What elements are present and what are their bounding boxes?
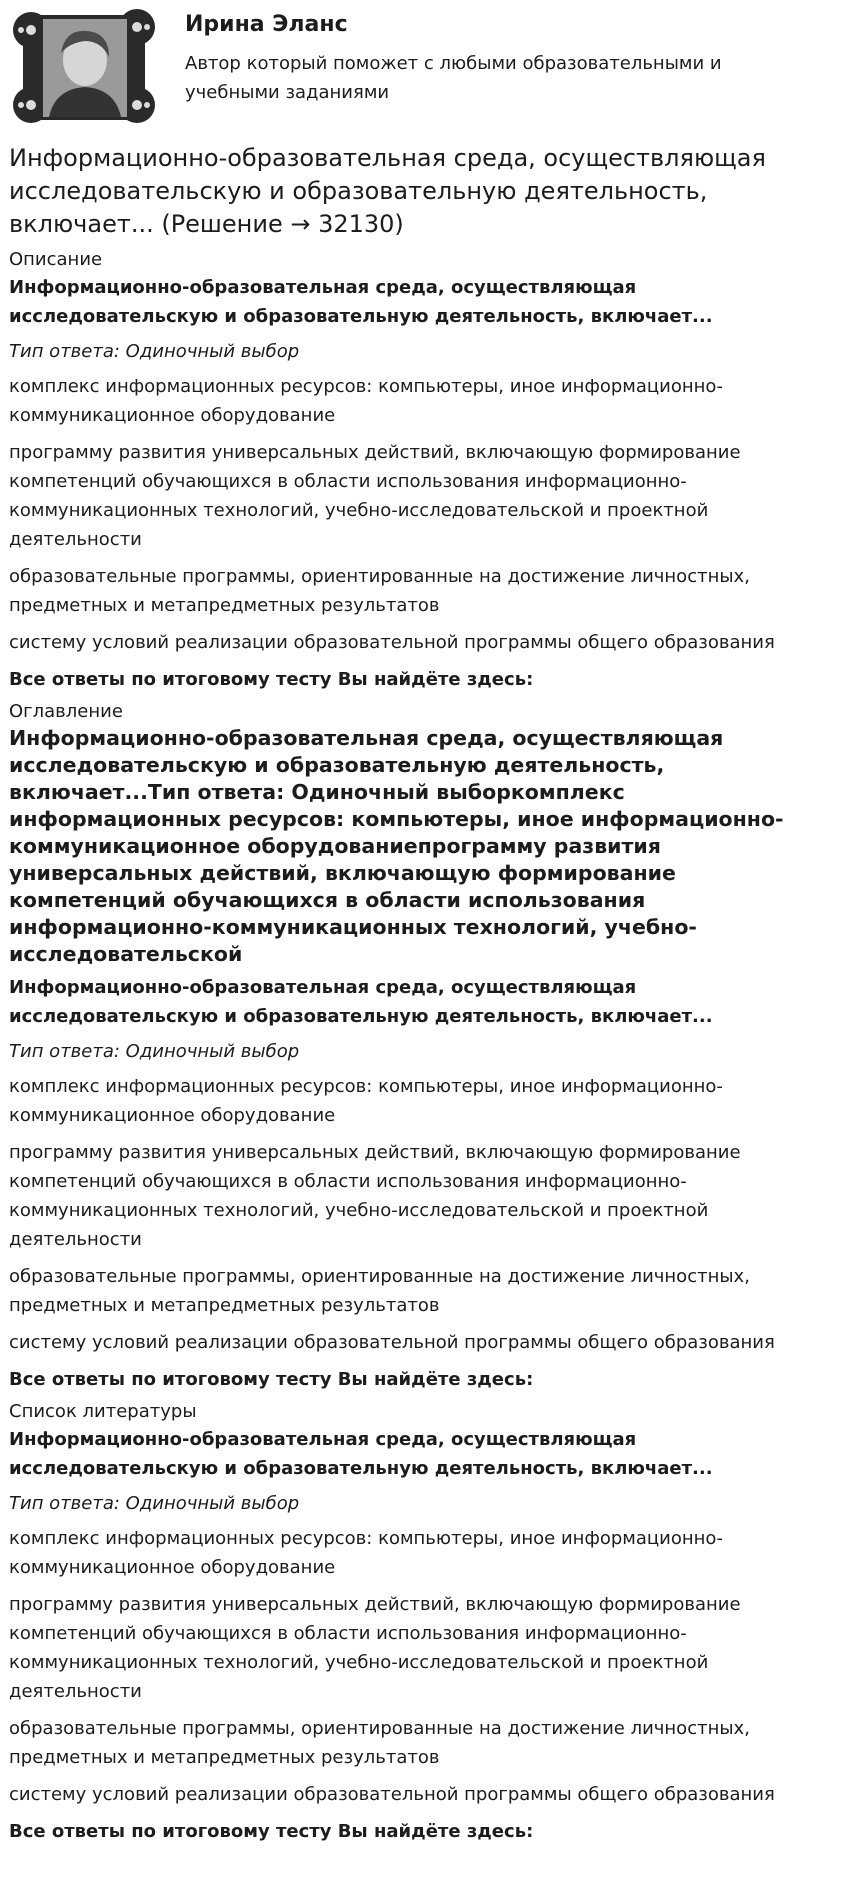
answer-option: комплекс информационных ресурсов: компьютеры, иное информационно-коммуникационное оборудование: [9, 376, 723, 426]
page-title: Информационно-образовательная среда, осуществляющая исследовательскую и образовательную деятельность, включает... (Решение → 32130): [9, 144, 766, 238]
answer-option: комплекс информационных ресурсов: компьютеры, иное информационно-коммуникационное оборудование: [9, 1076, 723, 1126]
section-label-description: Описание: [9, 249, 103, 270]
answer-option: систему условий реализации образовательной программы общего образования: [9, 1784, 775, 1805]
answer-option: систему условий реализации образовательной программы общего образования: [9, 632, 775, 653]
all-answers-text: Все ответы по итоговому тесту Вы найдёте здесь:: [9, 669, 534, 690]
question-text: Информационно-образовательная среда, осуществляющая исследовательскую и образовательную деятельность, включает...: [9, 1429, 713, 1479]
literature-section: [9, 1399, 838, 1846]
answer-option: образовательные программы, ориентированные на достижение личностных, предметных и метапредметных результатов: [9, 1718, 750, 1768]
toc-section: [9, 699, 838, 1394]
author-name[interactable]: Ирина Эланс: [185, 12, 348, 37]
description-section: [9, 247, 838, 694]
answer-option: комплекс информационных ресурсов: компьютеры, иное информационно-коммуникационное оборудование: [9, 1528, 723, 1578]
answer-option: систему условий реализации образовательной программы общего образования: [9, 1332, 775, 1353]
answer-option: программу развития универсальных действий, включающую формирование компетенций обучающихся в области использования информационно-коммуникационных технологий, учебно-исследовательской и проектной деятельности: [9, 442, 741, 550]
toc-heading: Информационно-образовательная среда, осуществляющая исследовательскую и образовательную деятельность, включает...Тип ответа: Одиночный выборкомплекс информационных ресурсов: компьютеры, иное информационно-коммуникационное оборудованиепрограмму развития универсальных действий, включающую формирование компетенций обучающихся в области использования информационно-коммуникационных технологий, учебно-исследовательской: [9, 726, 784, 966]
answer-option: программу развития универсальных действий, включающую формирование компетенций обучающихся в области использования информационно-коммуникационных технологий, учебно-исследовательской и проектной деятельности: [9, 1594, 741, 1702]
all-answers-text: Все ответы по итоговому тесту Вы найдёте здесь:: [9, 1821, 534, 1842]
answer-type: Тип ответа: Одиночный выбор: [9, 1493, 300, 1514]
answer-type: Тип ответа: Одиночный выбор: [9, 341, 300, 362]
all-answers-text: Все ответы по итоговому тесту Вы найдёте здесь:: [9, 1369, 534, 1390]
author-block: [9, 0, 838, 142]
answer-option: образовательные программы, ориентированные на достижение личностных, предметных и метапредметных результатов: [9, 566, 750, 616]
section-label-literature: Список литературы: [9, 1401, 197, 1422]
author-avatar[interactable]: [9, 5, 159, 130]
question-text: Информационно-образовательная среда, осуществляющая исследовательскую и образовательную деятельность, включает...: [9, 977, 713, 1027]
author-description: Автор который поможет с любыми образовательными и учебными заданиями: [185, 53, 722, 103]
question-text: Информационно-образовательная среда, осуществляющая исследовательскую и образовательную деятельность, включает...: [9, 277, 713, 327]
answer-option: программу развития универсальных действий, включающую формирование компетенций обучающихся в области использования информационно-коммуникационных технологий, учебно-исследовательской и проектной деятельности: [9, 1142, 741, 1250]
answer-option: образовательные программы, ориентированные на достижение личностных, предметных и метапредметных результатов: [9, 1266, 750, 1316]
answer-type: Тип ответа: Одиночный выбор: [9, 1041, 300, 1062]
section-label-toc: Оглавление: [9, 701, 123, 722]
